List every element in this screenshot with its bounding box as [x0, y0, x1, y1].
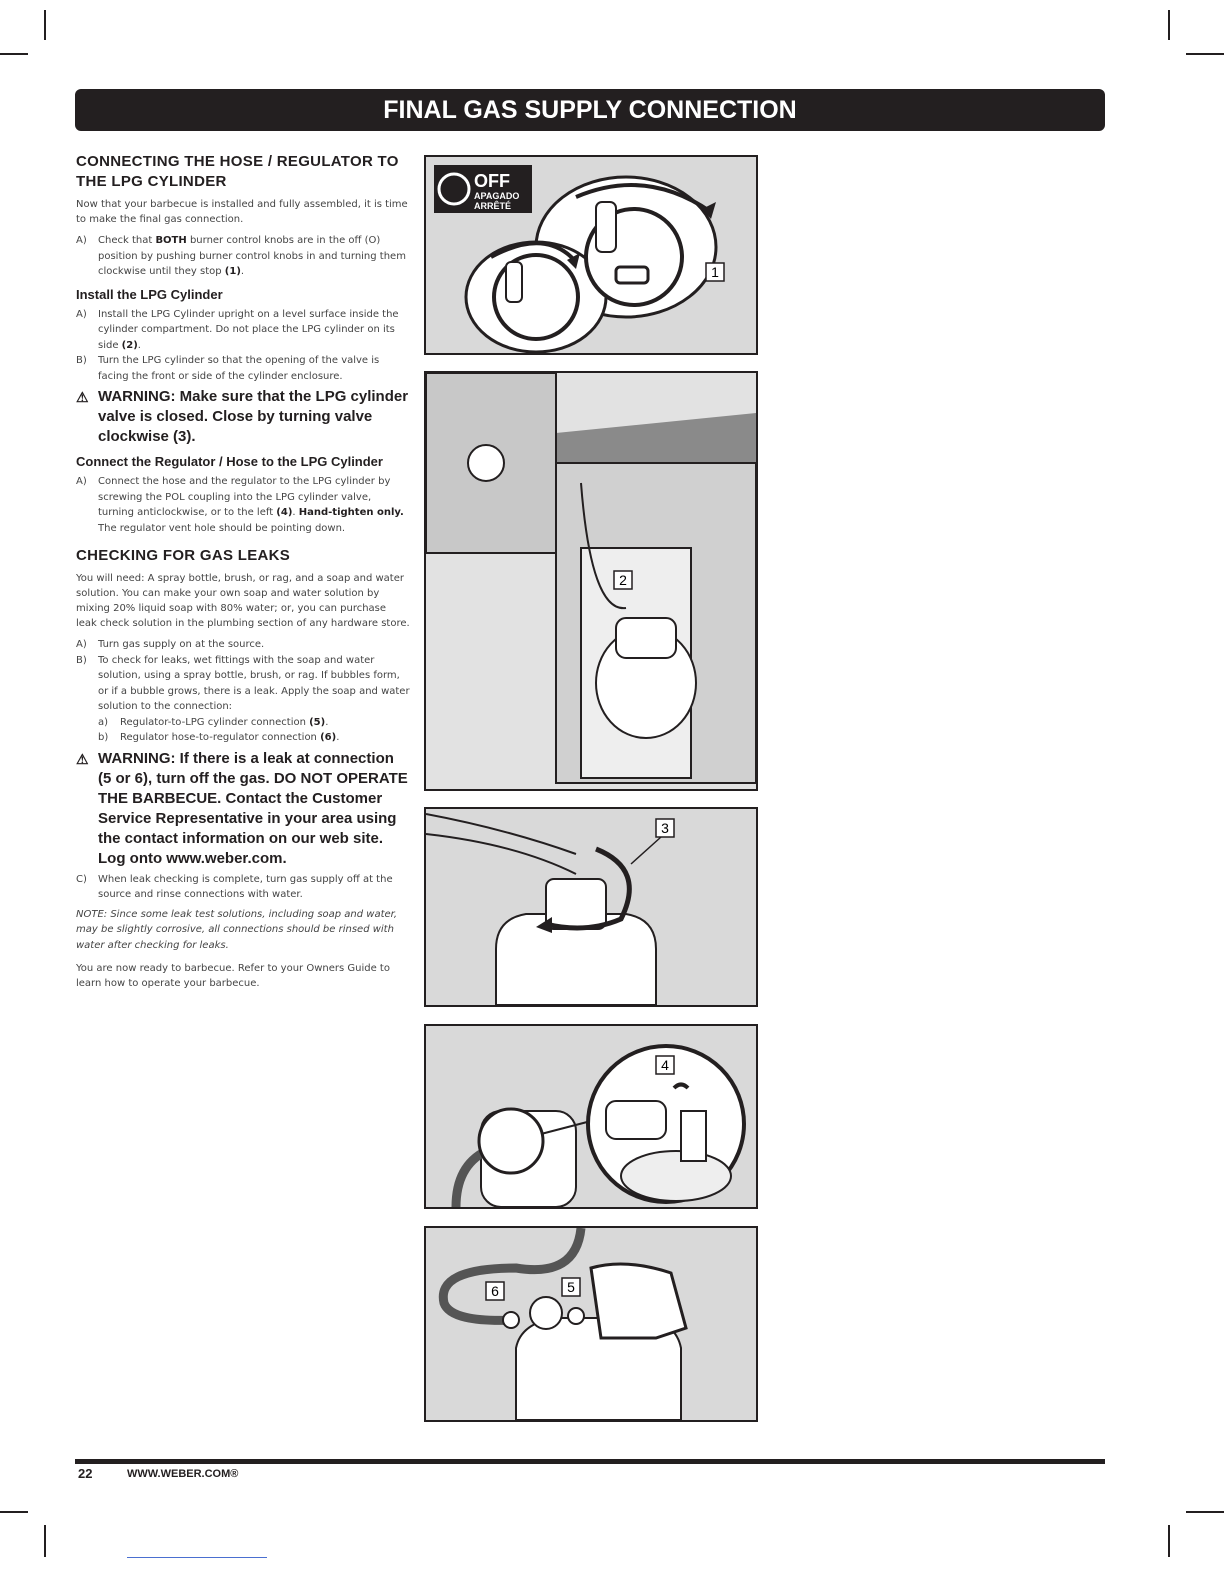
callout-3: 3 — [661, 820, 669, 836]
footer-link-underline — [127, 1557, 267, 1558]
subheading-install: Install the LPG Cylinder — [76, 286, 223, 302]
off-label: OFF — [474, 171, 510, 191]
footer-rule — [75, 1459, 1105, 1464]
crop-mark — [1186, 53, 1224, 55]
step: C) When leak checking is complete, turn gas supply off at the source and rinse connections with water. — [76, 873, 393, 900]
closing-paragraph: You are now ready to barbecue. Refer to your Owners Guide to learn how to operate your barbecue. — [76, 963, 390, 989]
crop-mark — [44, 10, 46, 40]
note: NOTE: Since some leak test solutions, including soap and water, may be slightly corrosive, all connections should be rinsed with water after checking for leaks. — [76, 908, 398, 951]
step: B) Turn the LPG cylinder so that the opening of the valve is facing the front or side of the cylinder enclosure. — [76, 355, 380, 382]
step: A) Install the LPG Cylinder upright on a level surface inside the cylinder compartment. Do not place the LPG cylinder on its side (2). — [76, 308, 399, 351]
off-label-fr: ARRÊTÉ — [474, 201, 512, 211]
page-title: FINAL GAS SUPPLY CONNECTION — [75, 89, 1105, 131]
warning-icon: ⚠ — [76, 750, 89, 767]
step: A) Check that BOTH burner control knobs are in the off (O) position by pushing burner control knobs in and turning them clockwise until they stop (1). — [76, 235, 406, 277]
figure-close-valve — [424, 807, 758, 1007]
warning: ⚠ WARNING: Make sure that the LPG cylinder valve is closed. Close by turning valve clockwise (3). — [76, 388, 409, 445]
callout-2: 2 — [619, 572, 627, 588]
warning-icon: ⚠ — [76, 389, 89, 405]
sub-step: a) Regulator-to-LPG cylinder connection (5). — [98, 716, 329, 728]
text-column — [76, 152, 410, 997]
footer-website: WWW.WEBER.COM® — [127, 1468, 239, 1480]
crop-mark — [0, 53, 28, 55]
figure-leak-points — [424, 1226, 758, 1422]
callout-1: 1 — [711, 264, 719, 280]
figure-control-knobs — [424, 155, 758, 355]
off-label-es: APAGADO — [474, 191, 520, 201]
crop-mark — [1168, 10, 1170, 40]
intro-paragraph: Now that your barbecue is installed and fully assembled, it is time to make the final gas connection. — [76, 199, 408, 225]
leaks-intro: You will need: A spray bottle, brush, or rag, and a soap and water solution. You can make your own soap and water solution by mixing 20% liquid soap with 80% water; or, you can purchase leak check solution in the plumbing section of any hardware store. — [76, 573, 410, 629]
page-number: 22 — [78, 1466, 93, 1481]
figure-connect-regulator — [424, 1024, 758, 1209]
crop-mark — [1168, 1525, 1170, 1557]
figure-cylinder-enclosure — [424, 371, 758, 791]
crop-mark — [1186, 1511, 1224, 1513]
callout-5: 5 — [567, 1279, 575, 1295]
section-heading: CONNECTING THE HOSE / REGULATOR TO THE LPG CYLINDER — [76, 153, 399, 190]
step: A) Turn gas supply on at the source. — [76, 639, 265, 650]
callout-6: 6 — [491, 1283, 499, 1299]
section-heading: CHECKING FOR GAS LEAKS — [76, 547, 291, 564]
warning: ⚠ WARNING: If there is a leak at connection (5 or 6), turn off the gas. DO NOT OPERATE THE BARBECUE. Contact the Customer Service Representative in your area using the contact information on our web site. Log onto www.weber.com. — [76, 749, 408, 867]
crop-mark — [44, 1525, 46, 1557]
subheading-connect: Connect the Regulator / Hose to the LPG Cylinder — [76, 454, 383, 469]
crop-mark — [0, 1511, 28, 1513]
callout-4: 4 — [661, 1057, 669, 1073]
step: B) To check for leaks, wet fittings with the soap and water solution, using a spray bottle, brush, or rag. If bubbles form, or if a bubble grows, there is a leak. Apply the soap and water solution to the connection: — [76, 654, 410, 712]
step: A) Connect the hose and the regulator to the LPG cylinder by screwing the POL coupling into the LPG cylinder valve, turning anticlockwise, or to the left (4). Hand-tighten only. The regulator vent hole should be pointing down. — [76, 476, 404, 534]
sub-step: b) Regulator hose-to-regulator connection (6). — [98, 732, 340, 743]
